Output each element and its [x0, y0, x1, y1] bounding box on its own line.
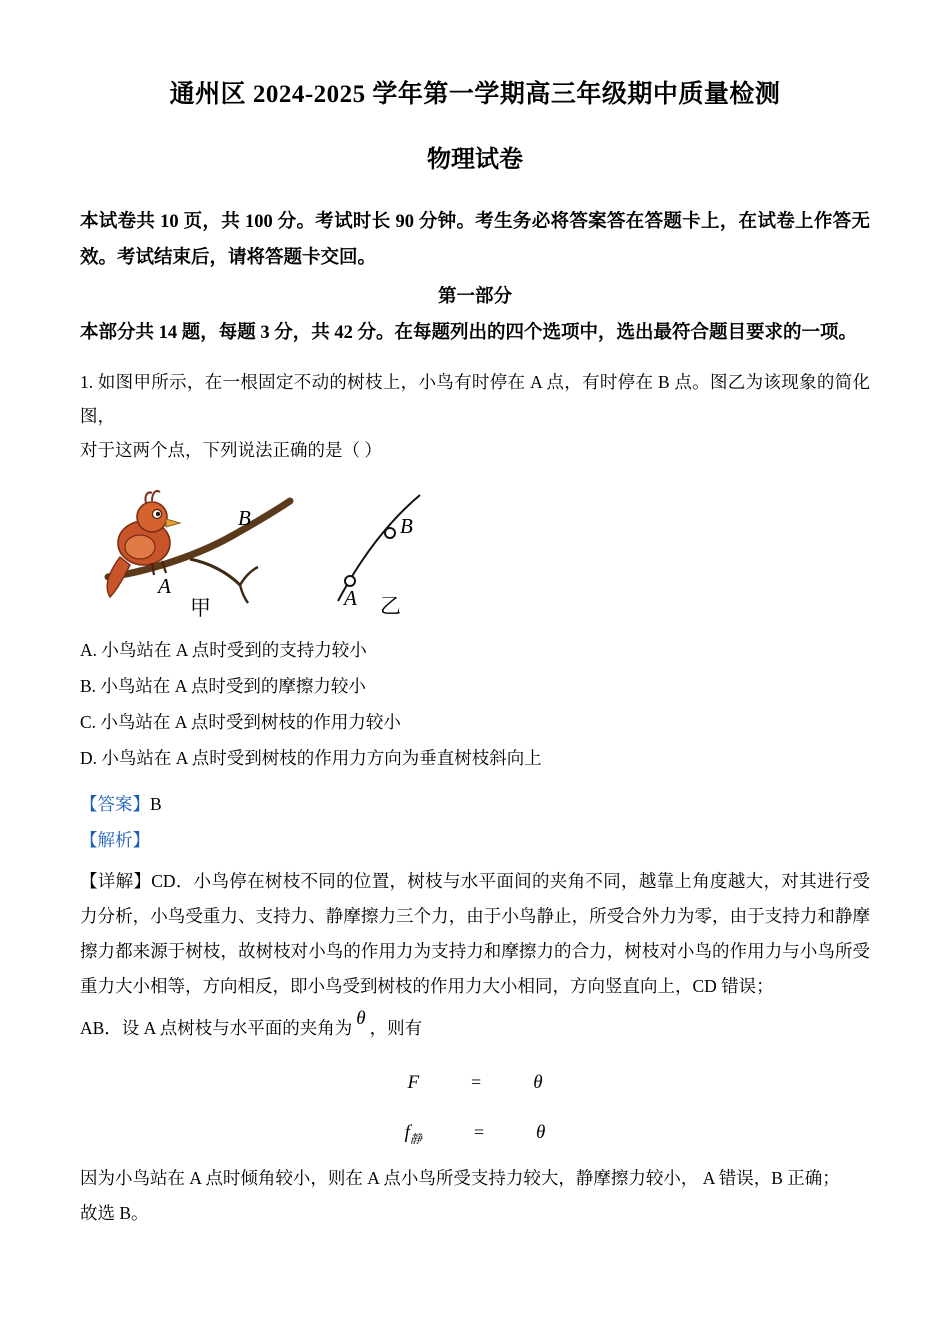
answer-row: [80, 787, 870, 823]
detail-tag: 【详解】: [80, 871, 152, 892]
question-figure: [80, 481, 870, 621]
option-list: [80, 633, 870, 777]
formula-row-1: [80, 1058, 870, 1107]
option-b[interactable]: B. 小鸟站在 A 点时受到的摩擦力较小: [80, 676, 366, 697]
branch-twig-2: [240, 567, 258, 585]
part-description: 本部分共 14 题，每题 3 分，共 42 分。在每题列出的四个选项中，选出最符合题目要求的一项。: [80, 322, 858, 343]
formula1-equals: =: [471, 1072, 482, 1093]
analysis-tag: 【解析】: [80, 829, 150, 850]
detail-ab-line: [80, 1010, 870, 1048]
detail-ab-prefix: AB．设 A 点树枝与水平面的夹角为: [80, 1018, 353, 1039]
branch-twig-3: [240, 585, 248, 603]
point-b-right: [385, 528, 395, 538]
point-a-right: [345, 576, 355, 586]
formula2-right: θ: [536, 1121, 546, 1143]
label-a-right: A: [344, 586, 357, 611]
branch-twig-1: [190, 559, 240, 585]
formula-row-2: [80, 1108, 870, 1157]
bird-head: [137, 502, 167, 532]
label-b-right: B: [400, 514, 413, 539]
answer-tag: 【答案】: [80, 793, 150, 814]
option-c[interactable]: C. 小鸟站在 A 点时受到树枝的作用力较小: [80, 711, 401, 732]
option-a[interactable]: A. 小鸟站在 A 点时受到的支持力较小: [80, 640, 367, 661]
bird-beak: [166, 519, 180, 527]
formula2-left: $f_静$: [404, 1121, 422, 1146]
formula2-subscript: 静: [409, 1131, 422, 1146]
section-heading: 第一部分: [437, 286, 512, 307]
option-d[interactable]: D. 小鸟站在 A 点时受到树枝的作用力方向为垂直树枝斜向上: [80, 747, 542, 768]
figure-svg: [90, 481, 530, 621]
page-subtitle: 物理试卷: [427, 146, 523, 173]
detail-body: CD．小鸟停在树枝不同的位置，树枝与水平面间的夹角不同，越靠上角度越大，对其进行受力分析，小鸟受重力、支持力、静摩擦力三个力，由于小鸟静止，所受合外力为零，由于支持力和静摩擦力都来源于树枝，故树枝对小鸟的作用力为支持力和摩擦力的合力，树枝对小鸟的作用力与小鸟所受重力大小相等，方向相反，即小鸟受到树枝的作用力大小相同，方向竖直向上，CD 错误；: [80, 871, 871, 997]
answer-value: B: [150, 793, 162, 814]
formula2-equals: =: [473, 1121, 485, 1142]
page-title: 通州区 2024-2025 学年第一学期高三年级期中质量检测: [169, 81, 781, 108]
formula-block: [80, 1058, 870, 1157]
conclusion-text: 因为小鸟站在 A 点时倾角较小，则在 A 点小鸟所受支持力较大，静摩擦力较小， A 错误，B 正确；: [80, 1168, 840, 1189]
label-jia: 甲: [190, 596, 211, 621]
label-a-left: A: [158, 574, 171, 599]
question-stem: [80, 365, 870, 467]
final-answer-text: 故选 B。: [80, 1203, 149, 1224]
formula1-right: θ: [533, 1072, 543, 1094]
exam-instructions: 本试卷共 10 页，共 100 分。考试时长 90 分钟。考生务必将答案答在答题卡上，在试卷上作答无效。考试结束后，请将答题卡交回。: [80, 211, 870, 268]
question-number: 1.: [80, 371, 94, 392]
label-yi: 乙: [380, 594, 401, 619]
formula1-left: F: [407, 1072, 420, 1094]
bird-wing: [125, 535, 155, 559]
question-stem-line-1: 如图甲所示，在一根固定不动的树枝上，小鸟有时停在 A 点，有时停在 B 点。图乙为该现象的简化图，: [80, 371, 871, 426]
question-stem-line-2: 对于这两个点，下列说法正确的是（ ）: [80, 440, 382, 461]
detail-ab-suffix: ，则有: [369, 1018, 423, 1039]
label-b-left: B: [238, 506, 251, 531]
detail-explanation: [80, 864, 870, 1004]
theta-symbol-inline: θ: [356, 1008, 366, 1030]
bird-pupil: [156, 512, 160, 516]
bird-crest-2: [152, 491, 160, 501]
